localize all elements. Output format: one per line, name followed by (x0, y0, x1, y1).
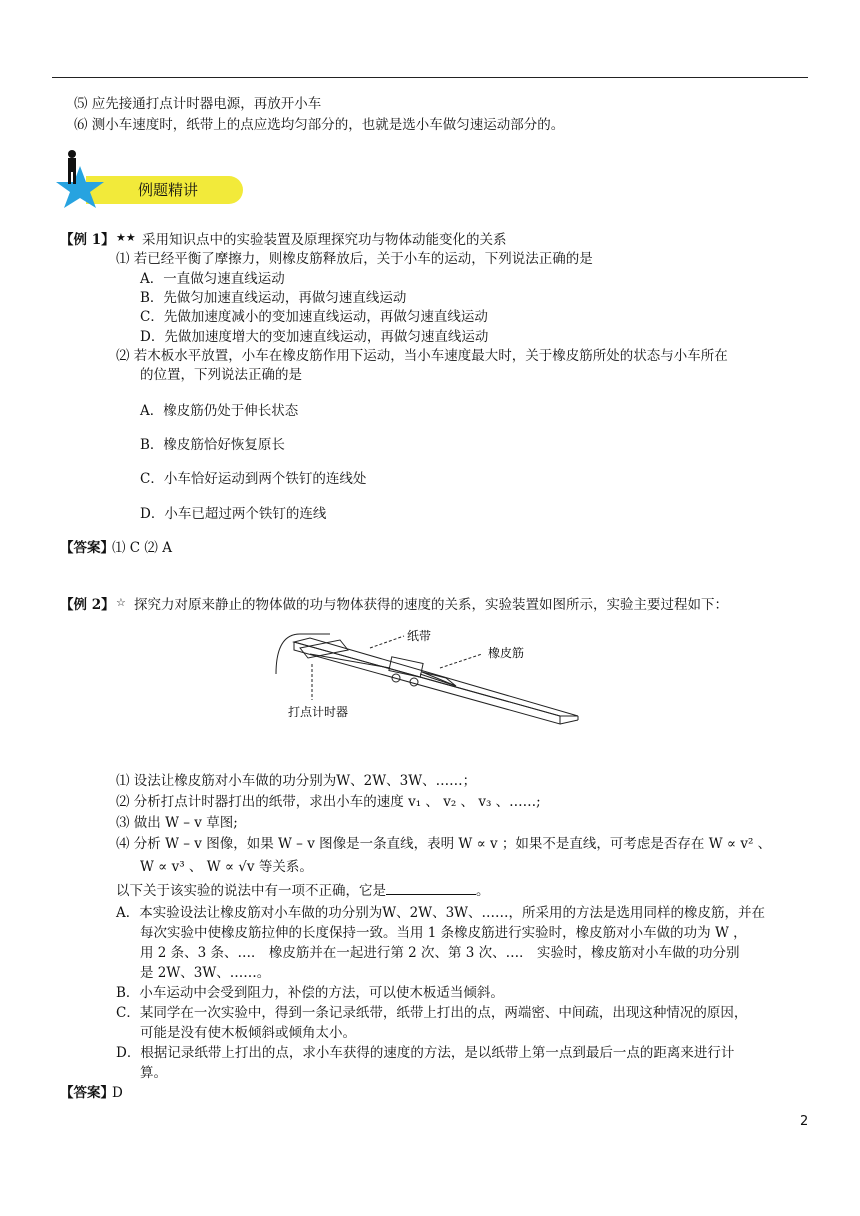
page-number: 2 (800, 1114, 809, 1129)
ex2-option-d-2: 算。 (140, 1065, 167, 1081)
ex2-tag: 【例 2】 (60, 597, 115, 613)
ex2-option-d-1: D．根据记录纸带上打出的点，求小车获得的速度的方法，是以纸带上第一点到最后一点的距离来进行计 (116, 1045, 735, 1061)
ex1-q2-line1: ⑵ 若木板水平放置，小车在橡皮筋作用下运动，当小车速度最大时，关于橡皮筋所处的状态与小车所在 (116, 348, 728, 364)
ex2-answer-tag: 【答案】 (60, 1085, 114, 1101)
ex2-question-end: 。 (476, 883, 490, 899)
ex2-option-a-1: A．本实验设法让橡皮筋对小车做的功分别为W、2W、3W、……，所采用的方法是选用同样的橡皮筋，并在 (116, 905, 766, 921)
ex1-stars: ★★ (116, 231, 136, 244)
ex2-question-text: 以下关于该实验的说法中有一项不正确，它是 (116, 883, 386, 899)
header-rule (52, 77, 808, 78)
ex2-option-c-2: 可能是没有使木板倾斜或倾角太小。 (140, 1025, 356, 1041)
ex2-step-3: ⑶ 做出 W – v 草图; (116, 815, 238, 831)
ex1-tag: 【例 1】 (60, 232, 115, 248)
note-5: ⑸ 应先接通打点计时器电源，再放开小车 (74, 96, 322, 112)
ex2-stem: 探究力对原来静止的物体做的功与物体获得的速度的关系，实验装置如图所示，实验主要过程如下： (134, 597, 728, 613)
ex1-answer: ⑴ C ⑵ A (112, 540, 172, 556)
ex1-q2-line2: 的位置，下列说法正确的是 (140, 367, 302, 383)
ex1-q2-option-a: A．橡皮筋仍处于伸长状态 (140, 403, 299, 419)
ex2-option-a-2: 每次实验中使橡皮筋拉伸的长度保持一致。当用 1 条橡皮筋进行实验时，橡皮筋对小车做的功为 W ， (140, 925, 747, 941)
section-banner-title: 例题精讲 (138, 181, 199, 199)
answer-blank (386, 880, 476, 895)
ex1-q2-option-b: B．橡皮筋恰好恢复原长 (140, 437, 285, 453)
ex2-option-b: B．小车运动中会受到阻力，补偿的方法，可以使木板适当倾斜。 (116, 985, 504, 1001)
ex1-q1-option-d: D．先做加速度增大的变加速直线运动，再做匀速直线运动 (140, 329, 489, 345)
ex1-q2-option-d: D．小车已超过两个铁钉的连线 (140, 506, 327, 522)
ex2-step-1: ⑴ 设法让橡皮筋对小车做的功分别为W、2W、3W、……； (116, 773, 477, 789)
ex1-q2-option-c: C．小车恰好运动到两个铁钉的连线处 (140, 471, 367, 487)
ex1-stem: 采用知识点中的实验装置及原理探究功与物体动能变化的关系 (142, 232, 507, 248)
ex2-option-a-4: 是 2W、3W、……。 (140, 965, 271, 981)
figure-label-tape: 纸带 (407, 629, 432, 643)
ex1-answer-tag: 【答案】 (60, 540, 114, 556)
ex2-option-c-1: C．某同学在一次实验中，得到一条记录纸带，纸带上打出的点，两端密、中间疏，出现这种情况的原因， (116, 1005, 748, 1021)
ex1-q1-option-b: B．先做匀加速直线运动，再做匀速直线运动 (140, 290, 407, 306)
figure-label-timer: 打点计时器 (288, 705, 349, 719)
ex1-q1: ⑴ 若已经平衡了摩擦力，则橡皮筋释放后，关于小车的运动，下列说法正确的是 (116, 251, 593, 267)
ex2-step-4-cont: W ∝ v³ 、 W ∝ √v 等关系。 (140, 859, 313, 875)
ex2-option-a-3: 用 2 条、3 条、…． 橡皮筋并在一起进行第 2 次、第 3 次、…． 实验时，橡皮筋对小车做的功分别 (140, 945, 740, 961)
ex2-answer: D (112, 1085, 123, 1101)
ex2-stars: ☆ (116, 596, 126, 609)
note-6: ⑹ 测小车速度时，纸带上的点应选均匀部分的，也就是选小车做匀速运动部分的。 (74, 117, 565, 133)
ex1-q1-option-c: C．先做加速度减小的变加速直线运动，再做匀速直线运动 (140, 309, 488, 325)
ex2-question (116, 880, 490, 900)
ex2-step-4: ⑷ 分析 W – v 图像，如果 W – v 图像是一条直线，表明 W ∝ v ；如果不是直线，可考虑是否存在 W ∝ v² 、 (116, 836, 772, 852)
figure-label-rubber: 橡皮筋 (488, 646, 525, 660)
ex2-step-2: ⑵ 分析打点计时器打出的纸带，求出小车的速度 v₁ 、 v₂ 、 v₃ 、……; (116, 794, 541, 810)
star-person-icon (50, 148, 110, 210)
ex1-q1-option-a: A．一直做匀速直线运动 (140, 271, 285, 287)
experiment-apparatus-figure (270, 624, 590, 752)
